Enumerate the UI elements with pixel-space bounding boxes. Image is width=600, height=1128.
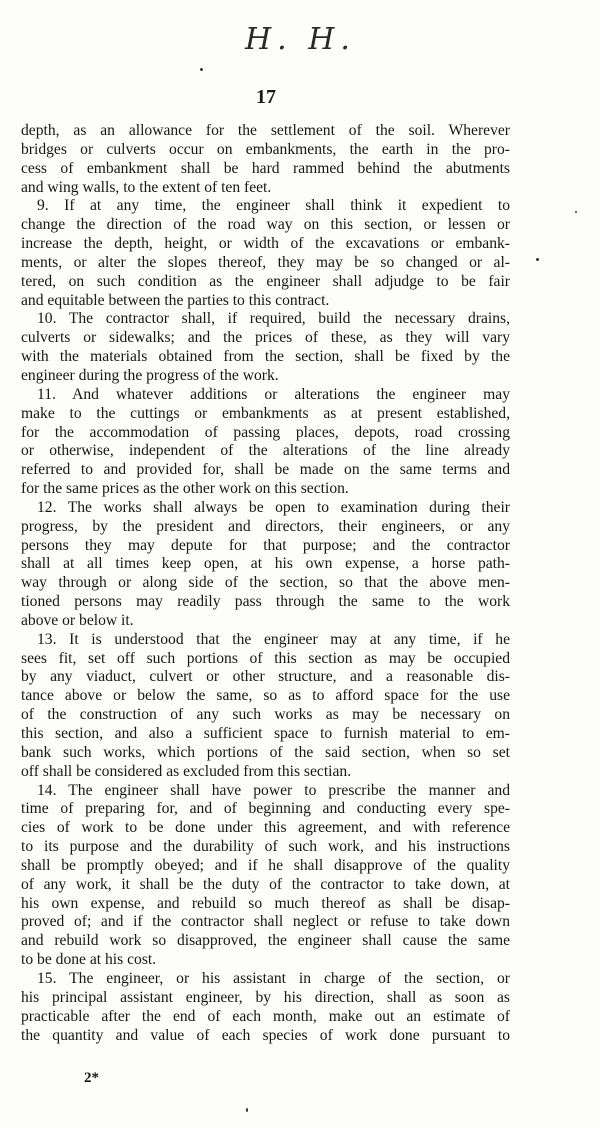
text-line: of the construction of any such works as may be necessary on [21,706,510,724]
text-line: 9. If at any time, the engineer shall think it expedient to [37,197,510,215]
text-line: to be done at his cost. [21,951,157,969]
text-line: tioned persons may readily pass through the same to the work [21,593,510,611]
text-line: proved of; and if the contractor shall neglect or refuse to take down [21,913,510,931]
text-line: engineer during the progress of the work. [21,366,279,384]
text-line: his principal assistant engineer, by his direction, shall as soon as [21,988,510,1006]
speck-mark [246,1108,248,1112]
text-line: 13. It is understood that the engineer may at any time, if he [37,630,510,648]
signature-mark: 2* [84,1070,99,1086]
text-line: ments, or alter the slopes thereof, they may be so changed or al- [21,253,510,271]
text-line: the quantity and value of each species of work done pursuant to [21,1026,510,1044]
page-number: 17 [256,86,276,108]
text-line: time of preparing for, and of beginning and conducting every spe- [21,800,510,818]
text-line: depth, as an allowance for the settlement of the soil. Wherever [21,122,510,139]
text-line: bridges or culverts occur on embankments, the earth in the pro- [21,140,510,158]
text-line: 15. The engineer, or his assistant in charge of the section, or [37,969,510,987]
text-line: 11. And whatever additions or alterations the engineer may [37,385,510,403]
text-line: cies of work to be done under this agreement, and with reference [21,819,510,837]
text-line: by any viaduct, culvert or other structure, and a reasonable dis- [21,668,510,686]
text-line: referred to and provided for, shall be made on the same terms and [21,461,510,479]
text-line: progress, by the president and directors, their engineers, or any [21,517,510,535]
text-line: increase the depth, height, or width of the excavations or embank- [21,235,510,253]
speck-mark [200,68,203,71]
speck-mark [575,211,577,213]
text-line: practicable after the end of each month, make out an estimate of [21,1007,510,1025]
text-line: change the direction of the road way on this section, or lessen or [21,216,510,234]
text-line: for the accommodation of passing places, depots, road crossing [21,423,510,441]
text-line: or otherwise, independent of the alterations of the line already [21,442,510,460]
text-line: 10. The contractor shall, if required, build the necessary drains, [37,310,510,328]
text-line: tance above or below the same, so as to afford space for the use [21,687,510,705]
text-line: for the same prices as the other work on this section. [21,480,349,498]
text-line: sees fit, set off such portions of this section as may be occupied [21,649,510,667]
text-line: persons they may depute for that purpose; and the contractor [21,536,510,554]
text-line: cess of embankment shall be hard rammed behind the abutments [21,159,510,177]
text-line: shall be promptly obeyed; and if he shall disapprove of the quality [21,856,510,874]
text-line: 12. The works shall always be open to examination during their [37,498,510,516]
handwritten-mark: H. H. [245,22,356,57]
text-line: above or below it. [21,611,134,629]
text-line: this section, and also a sufficient space to furnish material to em- [21,725,510,742]
body-text [21,122,510,1045]
text-line: and rebuild work so disapproved, the engineer shall cause the same [21,932,510,950]
text-line: make to the cuttings or embankments as at present established, [21,404,510,422]
text-line: and equitable between the parties to this contract. [21,291,330,309]
speck-mark [536,258,539,261]
text-line: bank such works, which portions of the said section, when so set [21,743,510,761]
text-line: with the materials obtained from the section, shall be fixed by the [21,348,510,366]
text-line: his own expense, and rebuild so much thereof as shall be disap- [21,894,510,912]
text-line: way through or along side of the section, so that the above men- [21,574,510,592]
text-line: off shall be considered as excluded from this sectian. [21,762,352,780]
text-line: to its purpose and the durability of such work, and his instructions [21,838,510,856]
text-line: tered, on such condition as the engineer shall adjudge to be fair [21,272,510,290]
text-line: 14. The engineer shall have power to prescribe the manner and [37,781,510,799]
text-line: of any work, it shall be the duty of the contractor to take down, at [21,875,510,893]
text-line: culverts or sidewalks; and the prices of these, as they will vary [21,329,510,347]
text-line: and wing walls, to the extent of ten feet. [21,178,272,196]
text-line: shall at all times keep open, at his own expense, a horse path- [21,555,510,573]
